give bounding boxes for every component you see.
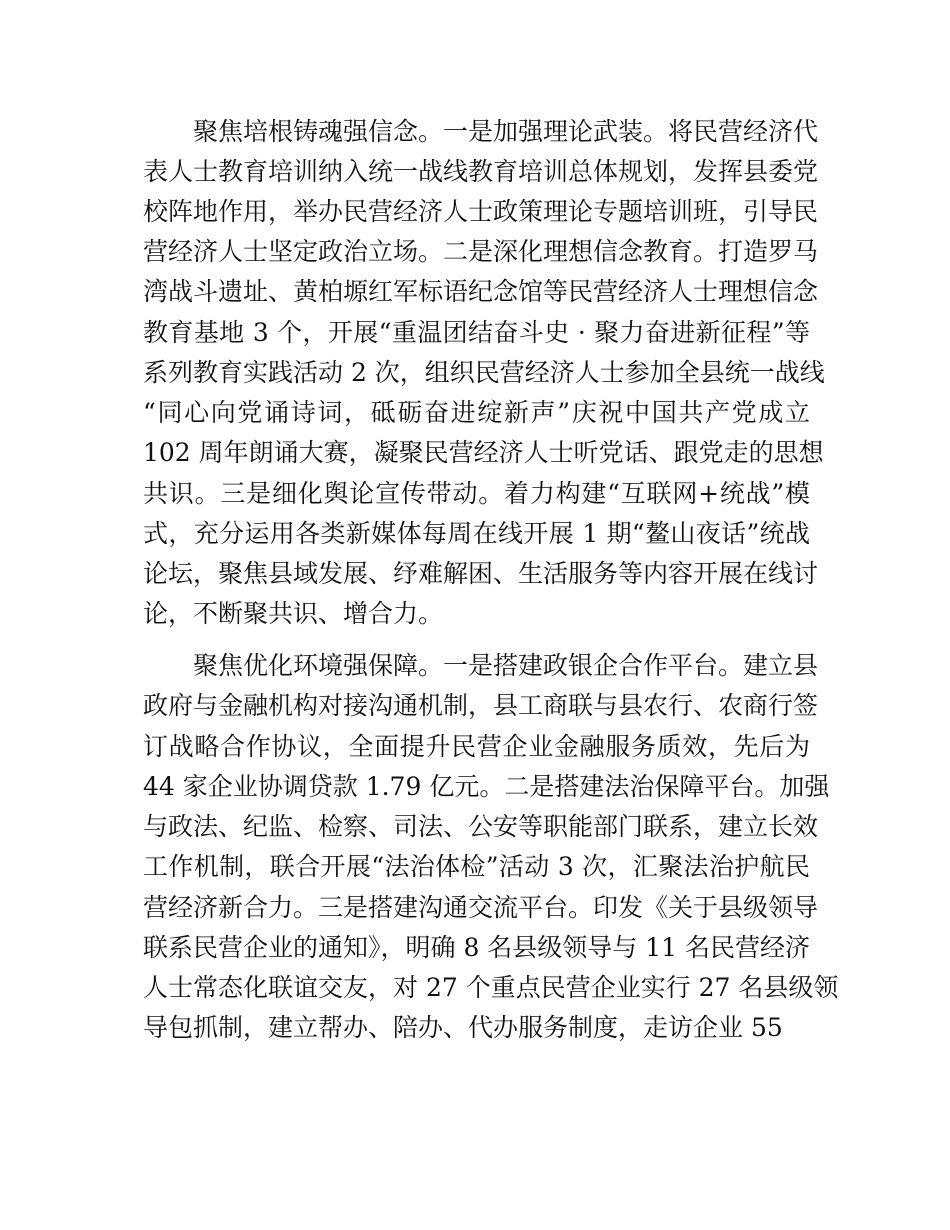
text-line: 共识。三是细化舆论宣传带动。着力构建“互联网+统战”模 — [143, 479, 810, 508]
text-line: 政府与金融机构对接沟通机制，县工商联与县农行、农商行签 — [143, 691, 819, 720]
text-line: 论坛，聚焦县域发展、纾难解困、生活服务等内容开展在线讨 — [143, 559, 819, 588]
text-line: 论，不断聚共识、增合力。 — [143, 599, 444, 628]
text-line: 系列教育实践活动 2 次，组织民营经济人士参加全县统一战线 — [143, 358, 825, 387]
text-line: 聚焦培根铸魂强信念。一是加强理论武装。将民营经济代 — [193, 117, 819, 146]
text-line: 聚焦优化环境强保障。一是搭建政银企合作平台。建立县 — [193, 651, 819, 680]
text-line: 102 周年朗诵大赛，凝聚民营经济人士听党话、跟党走的思想 — [143, 438, 824, 467]
text-line: 导包抓制，建立帮办、陪办、代办服务制度，走访企业 55 — [143, 1013, 783, 1042]
text-line: 人士常态化联谊交友，对 27 个重点民营企业实行 27 名县级领 — [143, 973, 839, 1002]
text-line: 教育基地 3 个，开展“重温团结奋斗史 · 聚力奋进新征程”等 — [143, 318, 810, 347]
text-line: 式，充分运用各类新媒体每周在线开展 1 期“鳌山夜话”统战 — [143, 519, 810, 548]
text-line: 订战略合作协议，全面提升民营企业金融服务质效，先后为 — [143, 732, 810, 761]
text-line: 营经济人士坚定政治立场。二是深化理想信念教育。打造罗马 — [143, 237, 819, 266]
text-line: “同心向党诵诗词，砥砺奋进绽新声”庆祝中国共产党成立 — [143, 398, 810, 427]
text-line: 表人士教育培训纳入统一战线教育培训总体规划，发挥县委党 — [143, 157, 819, 186]
text-line: 湾战斗遗址、黄柏塬红军标语纪念馆等民营经济人士理想信念 — [143, 277, 819, 306]
text-line: 营经济新合力。三是搭建沟通交流平台。印发《关于县级领导 — [143, 893, 819, 922]
text-line: 与政法、纪监、检察、司法、公安等职能部门联系，建立长效 — [143, 812, 819, 841]
text-line: 工作机制，联合开展“法治体检”活动 3 次，汇聚法治护航民 — [143, 852, 810, 881]
text-line: 联系民营企业的通知》，明确 8 名县级领导与 11 名民营经济 — [143, 933, 811, 962]
text-line: 44 家企业协调贷款 1.79 亿元。二是搭建法治保障平台。加强 — [143, 772, 830, 801]
text-line: 校阵地作用，举办民营经济人士政策理论专题培训班，引导民 — [143, 197, 819, 226]
